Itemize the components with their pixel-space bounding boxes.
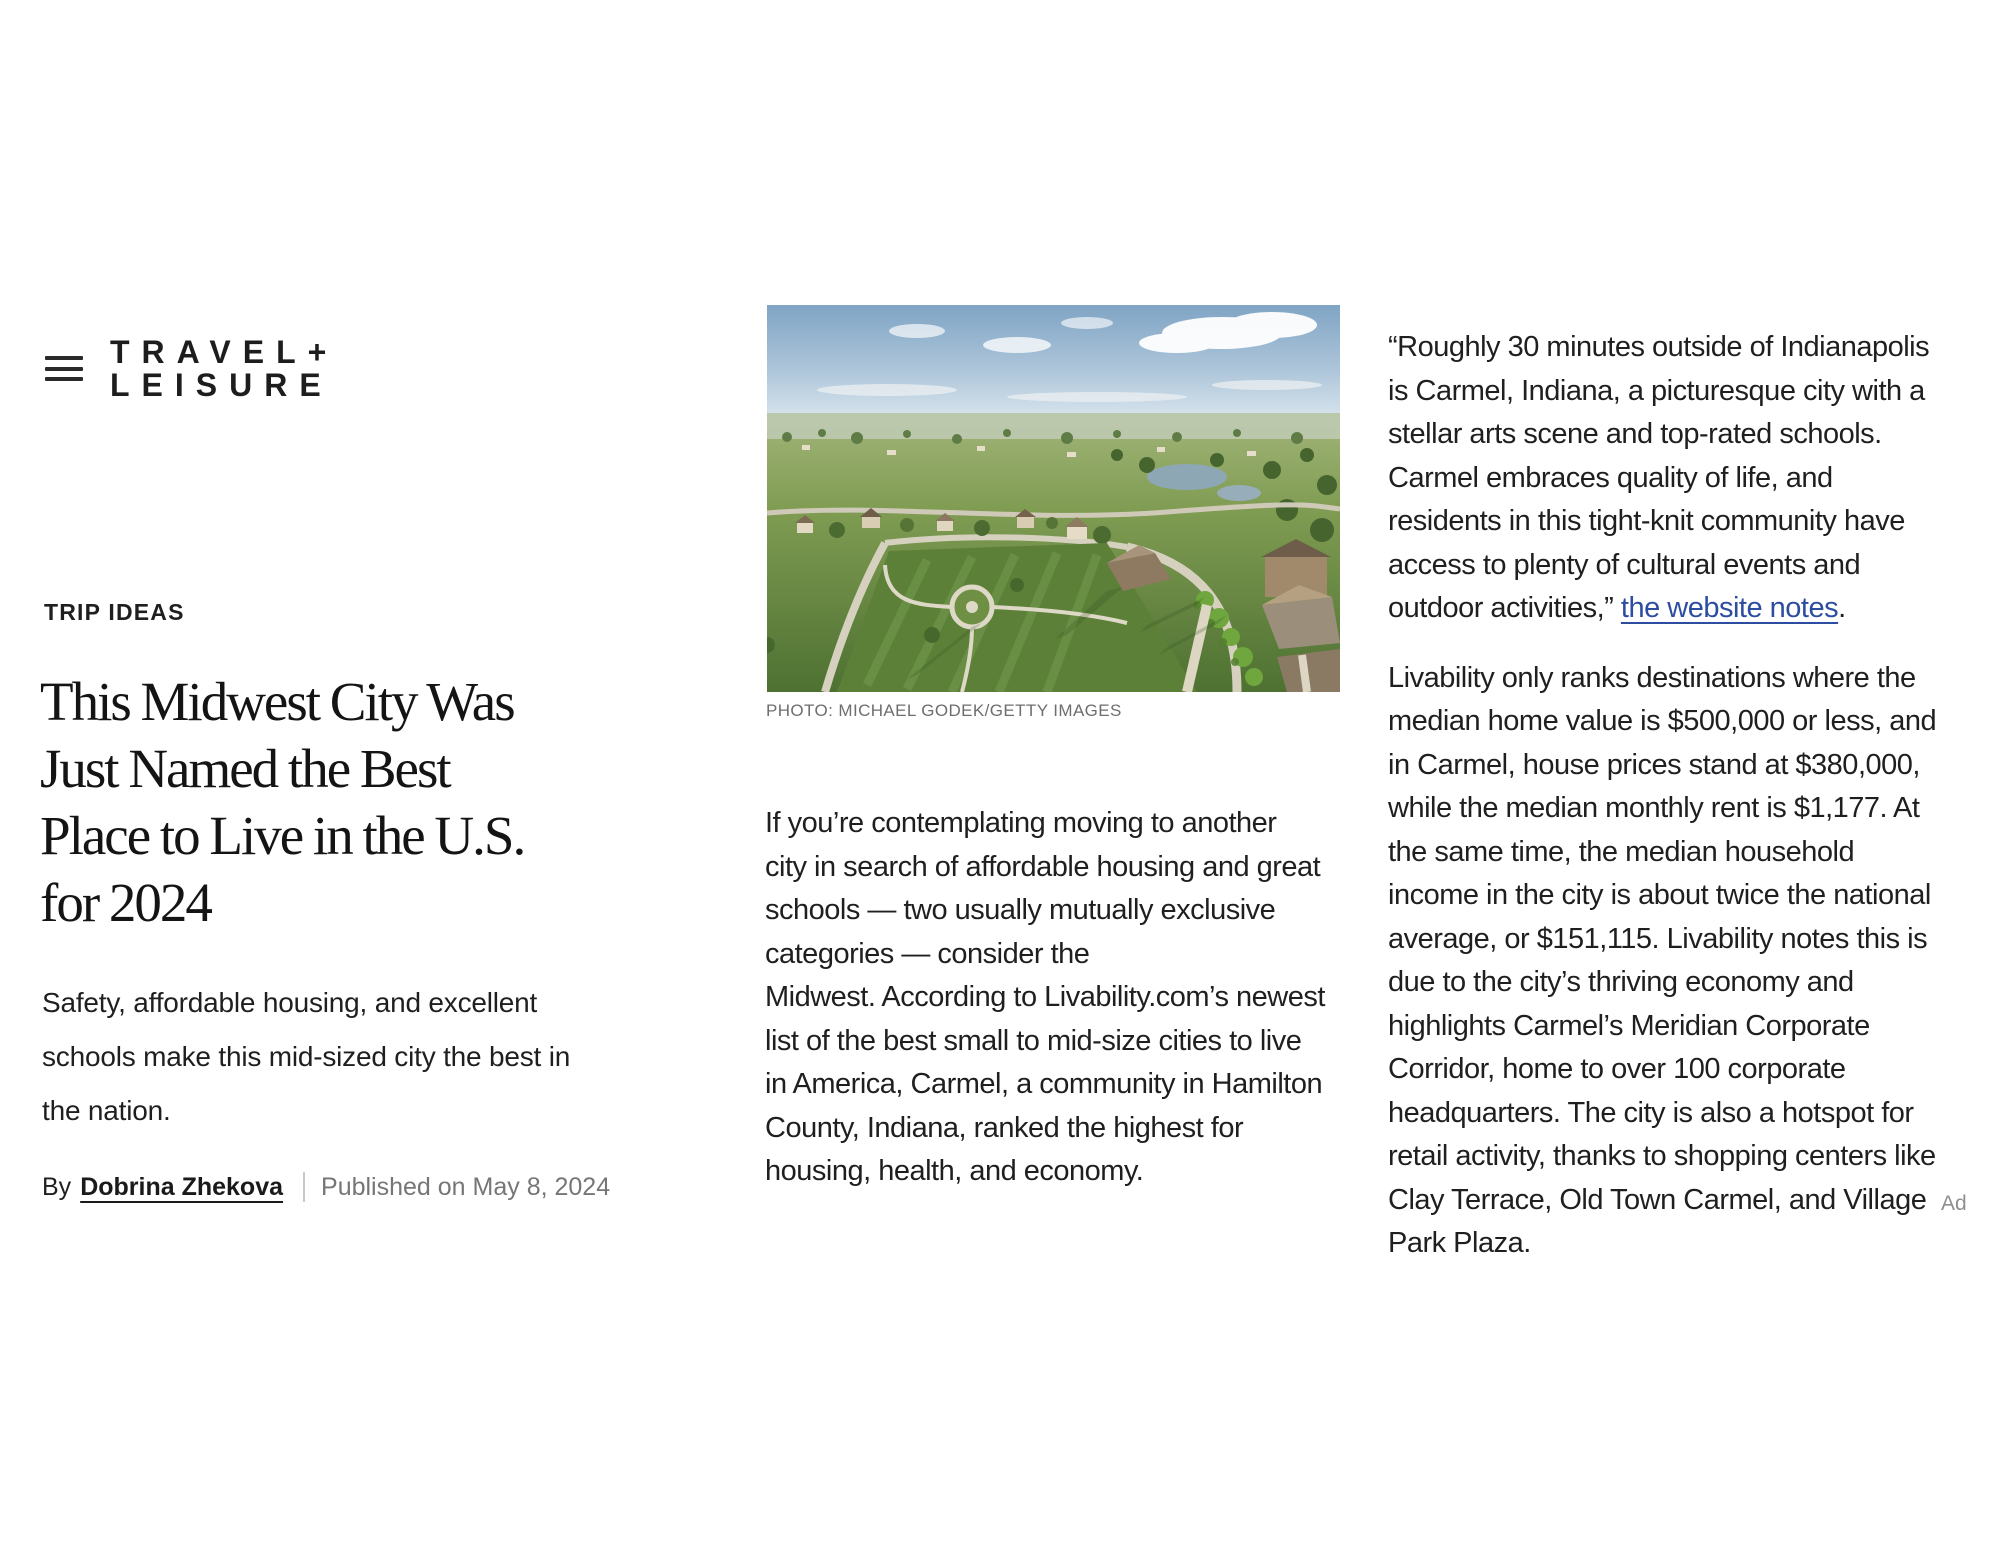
menu-bar <box>45 367 83 371</box>
article-right-column <box>1388 326 1948 1292</box>
website-notes-link[interactable]: the website notes <box>1620 592 1839 624</box>
paragraph-2-text: “Roughly 30 minutes outside of Indianapolis is Carmel, Indiana, a picturesque city with a stellar arts scene and top-rated schools. Carmel embraces quality of life, and residents in this tight-knit community have access to plenty of cultural events and outdoor activities,” <box>1388 331 1930 624</box>
ad-label: Ad <box>1941 1192 1967 1215</box>
paragraph-2-period: . <box>1838 592 1846 624</box>
article-paragraph-3: Livability only ranks destinations where the median home value is $500,000 or less, and in Carmel, house prices stand at $380,000, while the median monthly rent is $1,177. At the same time, the median household income in the city is about twice the national average, or $151,115. Livability notes this is due to the city’s thriving economy and highlights Carmel’s Meridian Corporate Corridor, home to over 100 corporate headquarters. The city is also a hotspot for retail activity, thanks to shopping centers like Clay Terrace, Old Town Carmel, and Village Park Plaza. <box>1388 661 1937 1259</box>
logo-line-1: TRAVEL+ <box>110 334 339 370</box>
photo-credit: PHOTO: MICHAEL GODEK/GETTY IMAGES <box>766 701 1122 720</box>
author-link[interactable]: Dobrina Zhekova <box>80 1172 284 1201</box>
paragraph-1-part-2: Midwest. According to Livability.com’s newest list of the best small to mid-size cities to live in America, Carmel, a community in Hamilton County, Indiana, ranked the highest for housing, health, and economy. <box>765 981 1325 1187</box>
menu-bar <box>45 377 83 381</box>
article-subtitle: Safety, affordable housing, and excellent schools make this mid-sized city the best in the nation. <box>42 987 571 1126</box>
article-hero-image <box>767 305 1340 692</box>
menu-bar <box>45 356 83 360</box>
logo-line-2: LEISURE <box>110 367 333 403</box>
byline <box>42 1172 610 1202</box>
category-link[interactable]: TRIP IDEAS <box>44 599 185 625</box>
aerial-suburb-illustration <box>767 305 1340 692</box>
travel-leisure-logo[interactable] <box>110 336 338 402</box>
byline-prefix: By <box>42 1172 72 1201</box>
page-title: This Midwest City Was Just Named the Best Place to Live in the U.S. for 2024 <box>40 671 525 933</box>
hamburger-menu-icon[interactable] <box>45 356 83 383</box>
article-paragraph-1 <box>765 802 1325 1194</box>
byline-divider <box>303 1172 305 1202</box>
article-paragraph-2 <box>1388 326 1948 631</box>
paragraph-1-part-1: If you’re contemplating moving to another city in search of affordable housing and great schools — two usually mutually exclusive categories — consider the <box>765 807 1321 970</box>
published-date: Published on May 8, 2024 <box>321 1172 611 1201</box>
